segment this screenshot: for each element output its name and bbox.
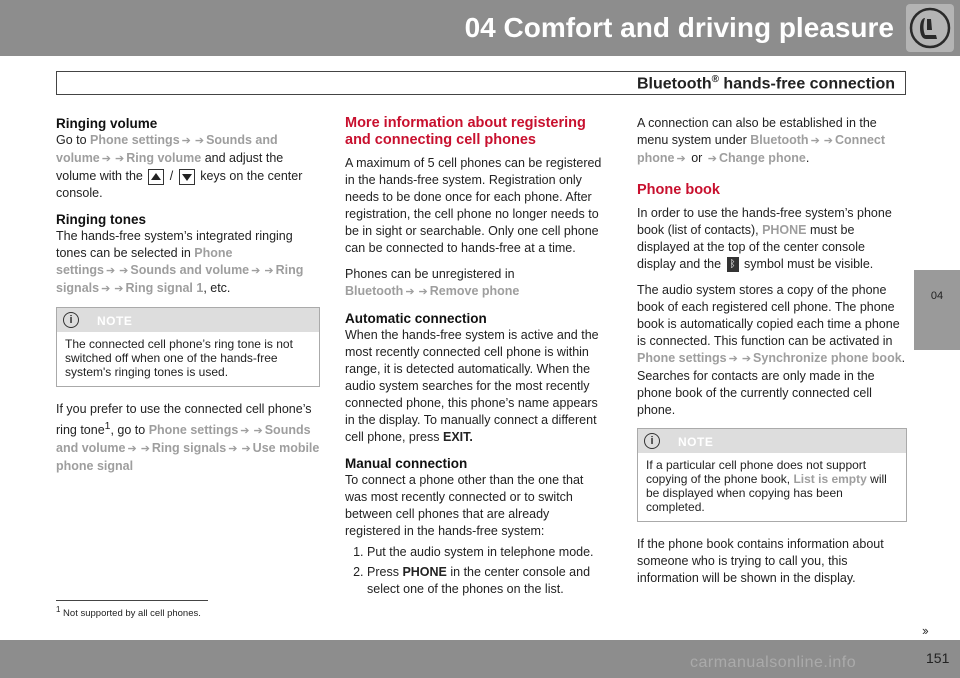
manual-connection-text: To connect a phone other than the one that was most recently connected or to switch between cell phones that are already registered in the hands-free system:	[345, 473, 584, 538]
menu-item-ring-signal-1: Ring signal 1	[125, 281, 204, 295]
more-info-heading: More information about registering and connecting cell phones	[345, 115, 586, 148]
bluetooth-symbol-icon: ᛒ	[727, 257, 739, 272]
menu-item-bluetooth: Bluetooth	[345, 284, 404, 298]
volume-up-key-icon	[148, 169, 164, 185]
menu-item-sounds-and-volume: Sounds and volume	[56, 423, 311, 456]
automatic-connection-heading: Automatic connection	[345, 311, 487, 326]
menu-item-bluetooth: Bluetooth	[750, 133, 809, 147]
arrow-icon: ➔	[264, 265, 274, 277]
menu-item-ring-signals: Ring signals	[151, 441, 227, 456]
menu-item-ring-signals: Ring signals	[56, 263, 304, 295]
section-header-bar	[56, 71, 906, 95]
note-label: NOTE	[97, 314, 133, 328]
exit-key-label: EXIT.	[442, 430, 473, 444]
section-title: Bluetooth® hands-free connection	[636, 74, 895, 93]
menu-item-sounds-and-volume: Sounds and volume	[56, 133, 278, 165]
arrow-icon: ➔	[119, 265, 129, 277]
arrow-icon: ➔	[418, 286, 428, 298]
chapter-tab	[914, 270, 960, 350]
arrow-icon: ➔	[251, 265, 261, 277]
menu-item-change-phone: Change phone	[719, 151, 806, 165]
note-text: If a particular cell phone does not support copying of the phone book, List is empty will be displayed when copying has been completed.	[646, 458, 887, 514]
menu-item-remove-phone: Remove phone	[429, 284, 520, 298]
arrow-icon: ➔	[101, 283, 111, 295]
menu-item-list-is-empty: List is empty	[793, 472, 867, 486]
manual-connection-steps	[345, 544, 607, 598]
arrow-icon: ➔	[741, 353, 752, 365]
arrow-icon: ➔	[240, 425, 250, 438]
menu-item-phone-settings: Phone settings	[90, 133, 180, 147]
note-label: NOTE	[678, 435, 714, 449]
unregister-text: Phones can be unregistered in Bluetooth ➔ ➔ Remove phone	[345, 267, 520, 298]
footnote: $^1$ Not supported by all cell phones.	[56, 605, 201, 620]
arrow-icon: ➔	[228, 443, 238, 456]
arrow-icon: ➔	[114, 283, 124, 295]
menu-item-phone-settings: Phone settings	[56, 246, 233, 277]
step-1: 1. Put the audio system in telephone mode.	[367, 544, 607, 561]
more-info-text: A maximum of 5 cell phones can be registered in the hands-free system. Registration only needs to be done once for each phone. After registration, the cell phone no longer needs to be in sight or searchable. Only one cell phone can be connected to hands-free at a time.	[345, 156, 602, 255]
arrow-icon: ➔	[728, 353, 738, 365]
menu-item-phone: PHONE	[762, 223, 807, 237]
chapter-header-bar	[0, 0, 960, 56]
phone-key-label: PHONE	[402, 565, 447, 579]
menu-item-phone-settings: Phone settings	[637, 351, 727, 365]
note-header	[57, 308, 319, 332]
mobile-ring-tone-text: If you prefer to use the connected cell phone’s ring tone$^1$, go to Phone settings ➔ ➔ Sounds and volume ➔ ➔ Ring signals ➔ ➔ Use mobile phone signal	[56, 402, 320, 474]
note-text: The connected cell phone’s ring tone is not switched off when one of the hands-free system's ringing tones is used.	[65, 337, 293, 379]
chapter-title: 04 Comfort and driving pleasure	[464, 12, 894, 43]
menu-item-ring-volume: Ring volume	[126, 151, 202, 165]
column-3	[637, 115, 907, 596]
phone-book-sync-text: The audio system stores a copy of the phone book of each registered cell phone. The phone book is automatically copied each time a phone is connected. This function can be activated in Phone settings ➔ ➔ Synchronize phone book. Searches for contacts are only made in the phone book of the currently connected cell phone.	[637, 283, 906, 417]
arrow-icon: ➔	[405, 286, 415, 298]
volume-down-key-icon	[179, 169, 195, 185]
arrow-icon: ➔	[105, 265, 116, 277]
arrow-icon: ➔	[810, 135, 820, 147]
ringing-volume-heading: Ringing volume	[56, 116, 158, 131]
automatic-connection-text: When the hands-free system is active and the most recently connected cell phone is within range, it is detected automatically. When the audio system searches for the most recently connected phone, this phone’s name appears in the display. To manually connect a different cell phone, press EXIT.	[345, 328, 599, 444]
arrow-icon: ➔	[140, 443, 150, 456]
note-box	[56, 307, 320, 387]
arrow-icon: ➔	[253, 425, 263, 438]
ringing-tones-heading: Ringing tones	[56, 212, 146, 227]
seat-icon-graphic	[906, 4, 954, 52]
note-box	[637, 428, 907, 522]
arrow-icon: ➔	[127, 443, 137, 456]
caller-info-text: If the phone book contains information about someone who is trying to call you, this information will be shown in the display.	[637, 537, 884, 585]
watermark: carmanualsonline.info	[690, 654, 857, 671]
page-number: 151	[926, 650, 950, 666]
menu-item-phone-settings: Phone settings	[148, 423, 239, 438]
arrow-icon: ➔	[194, 135, 205, 147]
arrow-icon: ➔	[823, 135, 834, 147]
column-1	[56, 115, 320, 484]
note-header	[638, 429, 906, 453]
phone-book-text: In order to use the hands-free system’s phone book (list of contacts), PHONE must be displayed at the top of the center console display and the ᛒ symbol must be visible.	[637, 206, 892, 271]
menu-item-connect-phone: Connect phone	[637, 133, 886, 165]
arrow-icon: ➔	[241, 443, 251, 456]
manual-connection-heading: Manual connection	[345, 456, 468, 471]
chapter-tab-label: 04	[930, 290, 944, 302]
menu-item-synchronize-phone-book: Synchronize phone book	[753, 351, 902, 365]
footnote-rule	[56, 600, 208, 601]
column-2	[345, 115, 607, 601]
connect-via-menu-text: A connection can also be established in the menu system under Bluetooth ➔ ➔ Connect phone ➔ or ➔ Change phone.	[637, 116, 886, 165]
ringing-tones-text: The hands-free system’s integrated ringing tones can be selected in Phone settings ➔ ➔ Sounds and volume ➔ ➔ Ring signals ➔ ➔ Ring signal 1, etc.	[56, 229, 304, 295]
menu-item-use-mobile-phone-signal: Use mobile phone signal	[56, 441, 320, 474]
arrow-icon: ➔	[676, 153, 686, 165]
seat-icon	[906, 4, 954, 52]
ringing-volume-text: Go to Phone settings ➔ ➔ Sounds and volume ➔ ➔ Ring volume and adjust the volume with the / keys on the center console.	[56, 133, 303, 200]
continue-arrows-icon: ››	[922, 623, 927, 638]
step-2: 2. Press PHONE in the center console and select one of the phones on the list.	[367, 564, 607, 598]
arrow-icon: ➔	[707, 153, 717, 165]
arrow-icon: ➔	[101, 153, 111, 165]
arrow-icon: ➔	[114, 153, 125, 165]
arrow-icon: ➔	[181, 135, 191, 147]
phone-book-heading: Phone book	[637, 182, 720, 198]
info-icon: i	[63, 312, 79, 328]
menu-item-sounds-and-volume: Sounds and volume	[130, 263, 250, 277]
info-icon: i	[644, 433, 660, 449]
footnote-ref: 1	[104, 421, 111, 432]
